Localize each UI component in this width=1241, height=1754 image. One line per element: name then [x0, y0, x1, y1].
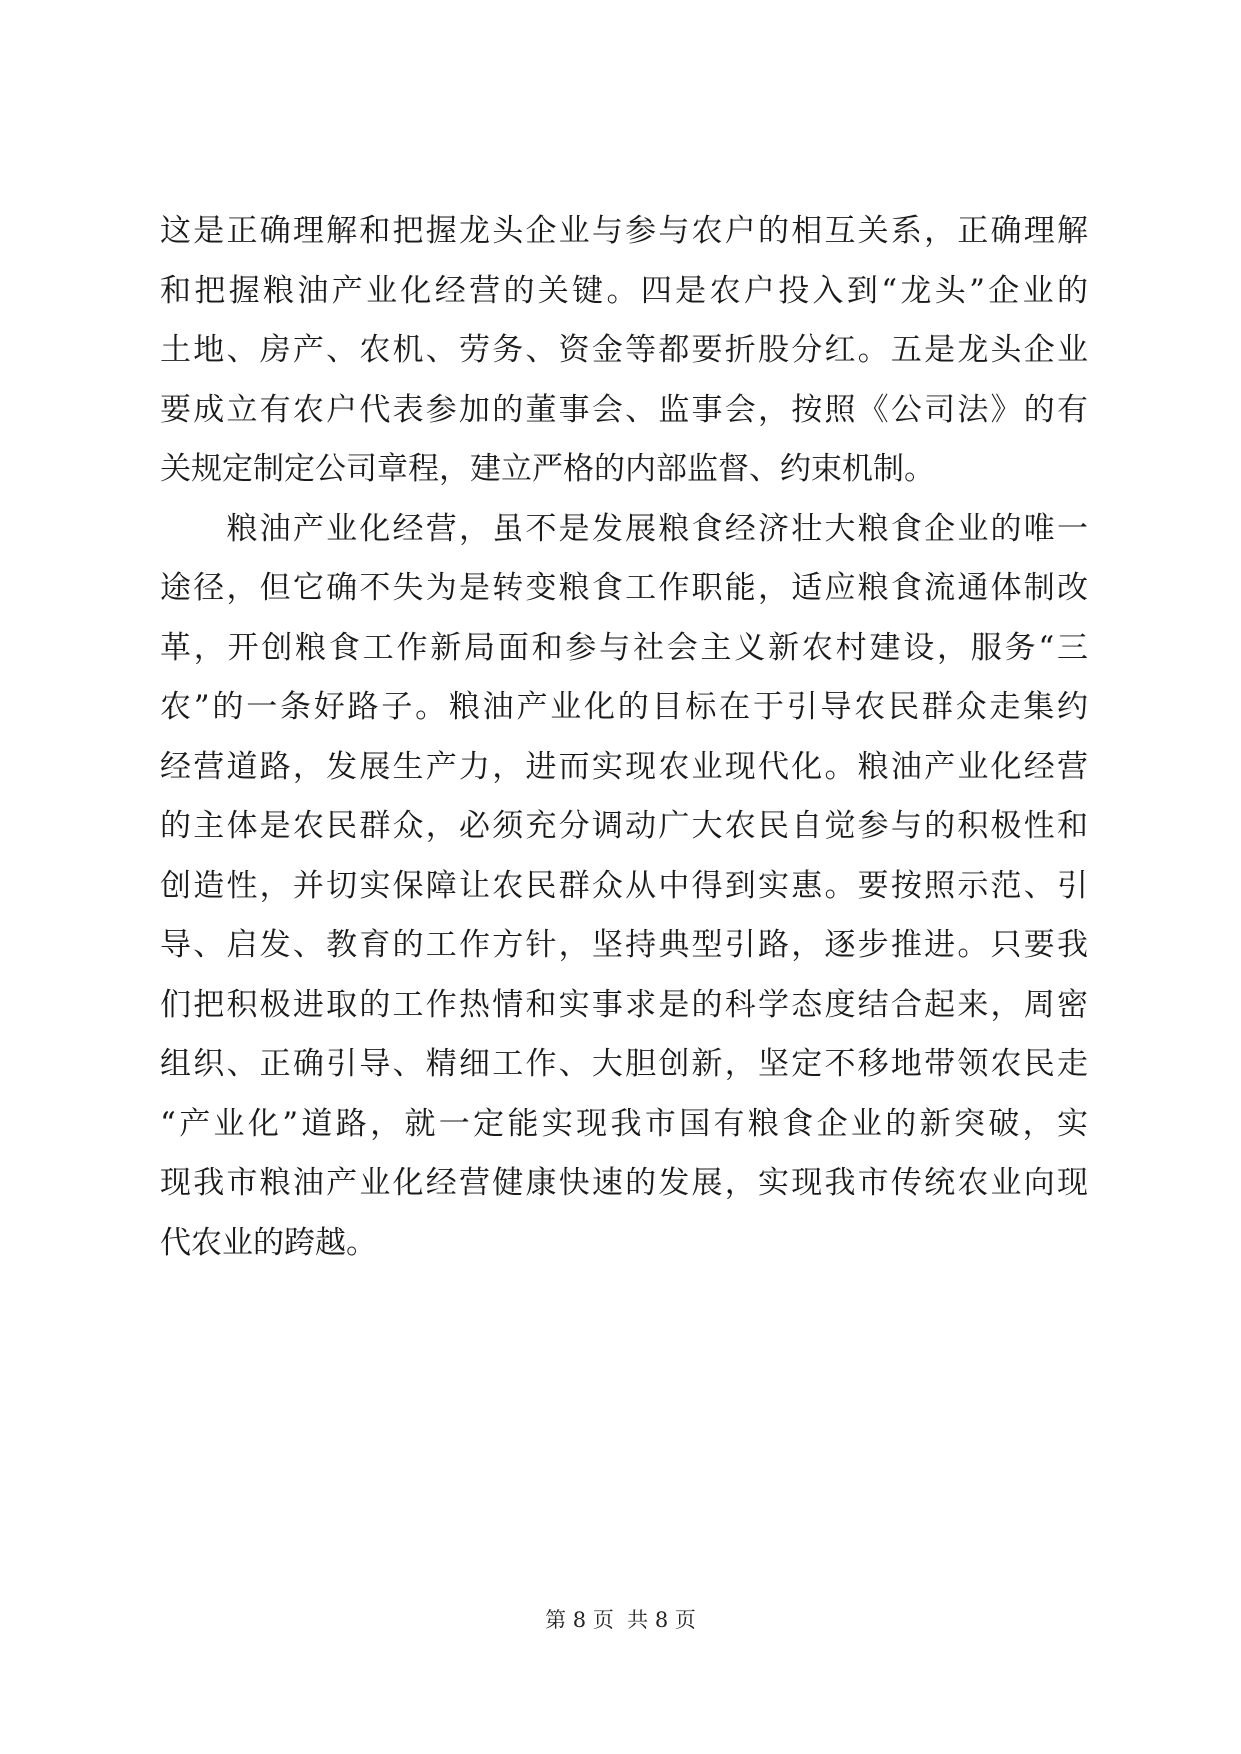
- text-line: 导、启发、教育的工作方针，坚持典型引路，逐步推进。只要我: [160, 927, 1088, 963]
- text-line: 这是正确理解和把握龙头企业与参与农户的相互关系，正确理解: [160, 213, 1088, 249]
- text-line: “产业化”道路，就一定能实现我市国有粮食企业的新突破，实: [160, 1105, 1088, 1142]
- text-line: 现我市粮油产业化经营健康快速的发展，实现我市传统农业向现: [160, 1165, 1088, 1201]
- text-line: 途径，但它确不失为是转变粮食工作职能，适应粮食流通体制改: [160, 570, 1088, 606]
- text-line: 的主体是农民群众，必须充分调动广大农民自觉参与的积极性和: [160, 808, 1088, 844]
- body-text: [160, 202, 1088, 1273]
- text-line: 农”的一条好路子。粮油产业化的目标在于引导农民群众走集约: [160, 689, 1088, 725]
- text-line: 们把积极进取的工作热情和实事求是的科学态度结合起来，周密: [160, 986, 1088, 1023]
- text-line: 粮油产业化经营，虽不是发展粮食经济壮大粮食企业的唯一: [160, 510, 1088, 547]
- page-footer: [0, 1605, 1241, 1635]
- text-line: 经营道路，发展生产力，进而实现农业现代化。粮油产业化经营: [160, 748, 1088, 785]
- text-line: 创造性，并切实保障让农民群众从中得到实惠。要按照示范、引: [160, 867, 1088, 904]
- text-line: 革，开创粮食工作新局面和参与社会主义新农村建设，服务“三: [160, 629, 1088, 666]
- text-line: 土地、房产、农机、劳务、资金等都要折股分红。五是龙头企业: [160, 332, 1088, 368]
- text-line: 组织、正确引导、精细工作、大胆创新，坚定不移地带领农民走: [160, 1046, 1088, 1082]
- text-line: 关规定制定公司章程，建立严格的内部监督、约束机制。: [160, 451, 935, 487]
- text-line: 要成立有农户代表参加的董事会、监事会，按照《公司法》的有: [160, 391, 1088, 428]
- text-line: 和把握粮油产业化经营的关键。四是农户投入到“龙头”企业的: [160, 272, 1088, 309]
- page-number: 第 8 页 共 8 页: [545, 1608, 696, 1632]
- text-line: 代农业的跨越。: [160, 1224, 377, 1261]
